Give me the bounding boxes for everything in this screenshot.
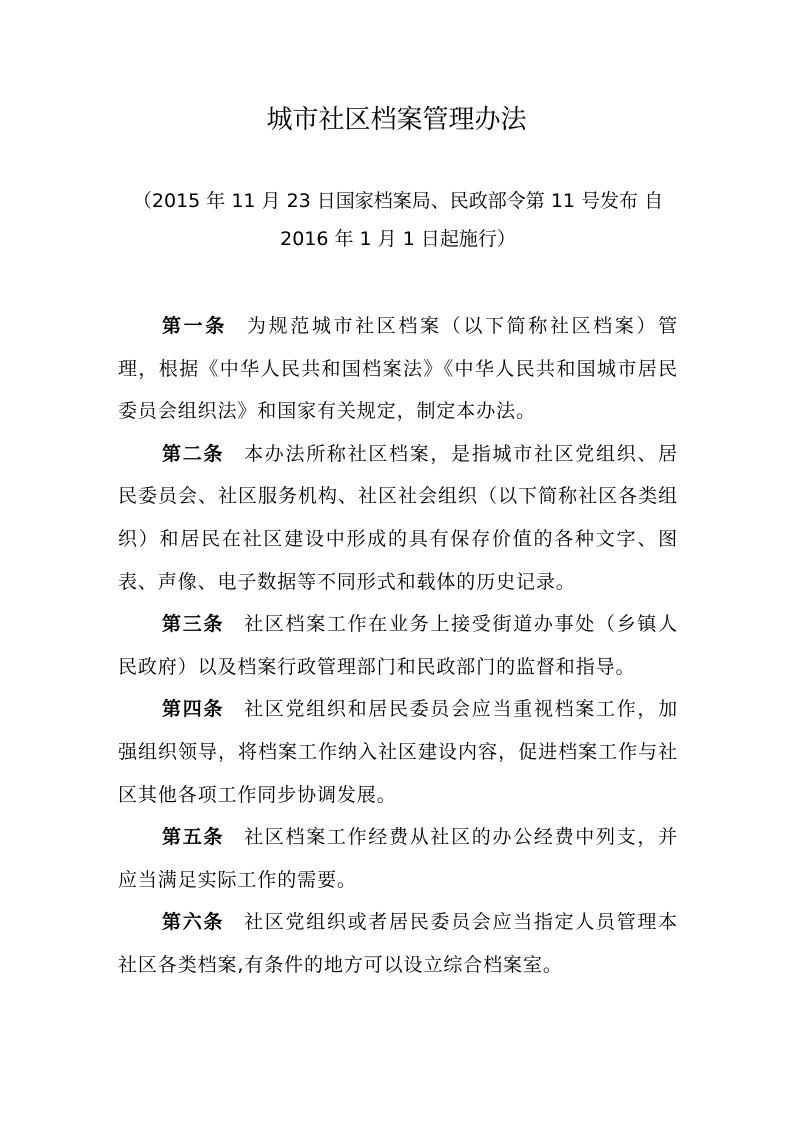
article-number: 第二条 — [162, 442, 225, 465]
issuance-note-line-1: （2015 年 11 月 23 日国家档案局、民政部令第 11 号发布 自 — [132, 190, 664, 212]
article-number: 第五条 — [162, 826, 225, 849]
article-2 — [118, 433, 678, 603]
article-text: 社区档案工作在业务上接受街道办事处（乡镇人民政府）以及档案行政管理部门和民政部门的监督和指导。 — [118, 613, 679, 678]
article-number: 第一条 — [162, 315, 227, 337]
article-number: 第六条 — [162, 911, 225, 934]
issuance-note-line-2: 2016 年 1 月 1 日起施行） — [280, 228, 516, 250]
article-4 — [118, 688, 678, 816]
article-number: 第三条 — [162, 613, 225, 636]
article-6 — [118, 901, 678, 986]
document-body — [118, 305, 678, 987]
article-text: 社区党组织或者居民委员会应当指定人员管理本社区各类档案,有条件的地方可以设立综合档案室。 — [118, 911, 679, 976]
article-text: 本办法所称社区档案，是指城市社区党组织、居民委员会、社区服务机构、社区社会组织（以下简称社区各类组织）和居民在社区建设中形成的具有保存价值的各种文字、图表、声像、电子数据等不同形式和载体的历史记录。 — [118, 442, 679, 593]
article-1 — [118, 305, 678, 433]
issuance-note — [118, 182, 678, 258]
article-5 — [118, 816, 678, 901]
article-text: 社区档案工作经费从社区的办公经费中列支，并应当满足实际工作的需要。 — [118, 826, 679, 891]
article-text: 为规范城市社区档案（以下简称社区档案）管理，根据《中华人民共和国档案法》《中华人民共和国城市居民委员会组织法》和国家有关规定，制定本办法。 — [118, 315, 678, 423]
document-title: 城市社区档案管理办法 — [266, 105, 527, 135]
article-number: 第四条 — [162, 698, 225, 721]
article-3 — [118, 603, 678, 688]
article-text: 社区党组织和居民委员会应当重视档案工作，加强组织领导，将档案工作纳入社区建设内容，促进档案工作与社区其他各项工作同步协调发展。 — [118, 698, 679, 806]
